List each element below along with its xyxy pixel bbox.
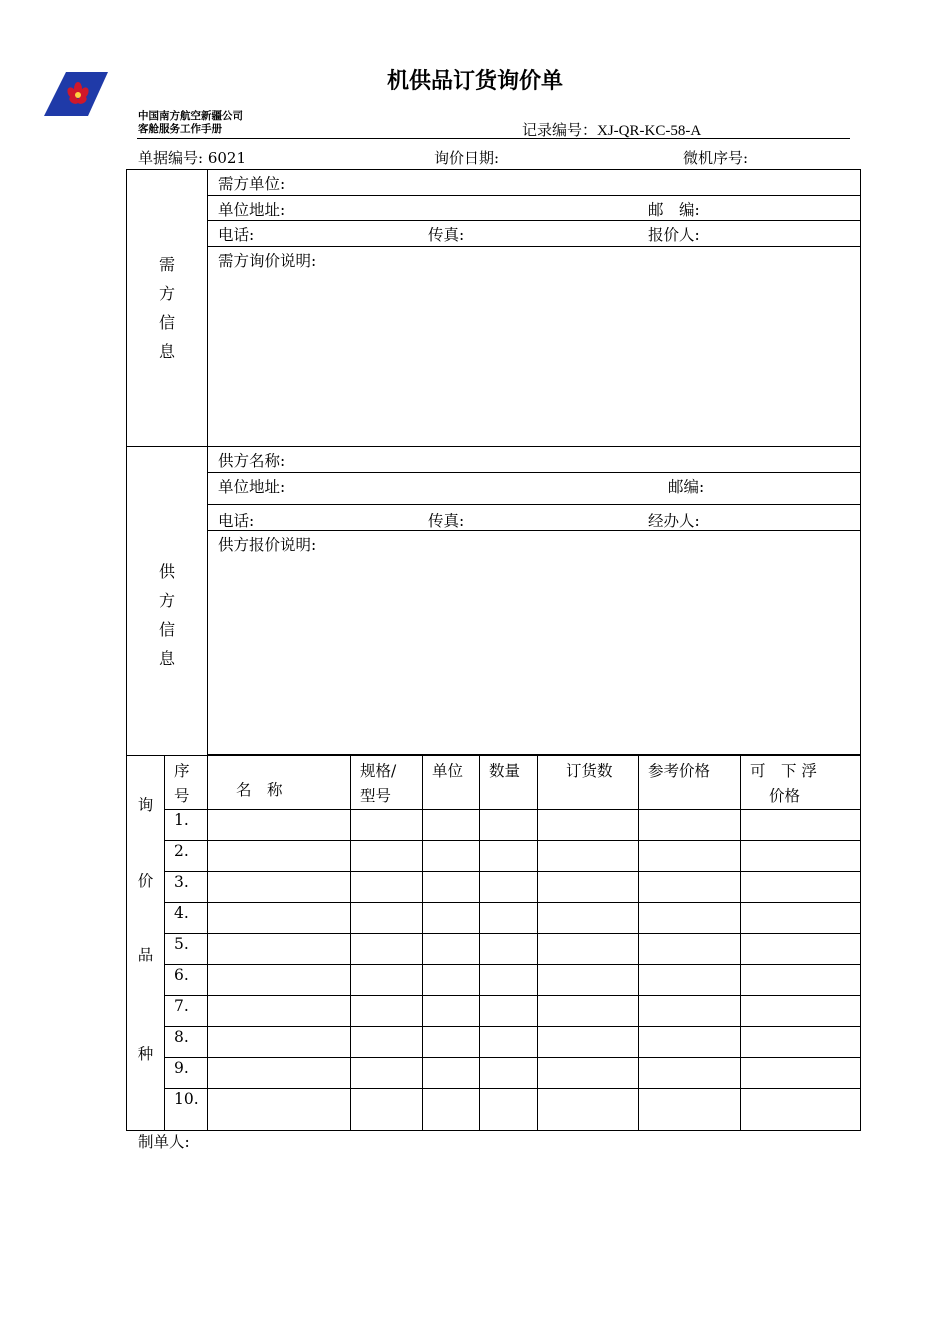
cell-float-price[interactable] [741, 996, 861, 1027]
cell-spec[interactable] [351, 903, 423, 934]
items-table [126, 755, 861, 1131]
row-number: 7. [165, 996, 208, 1027]
demand-contact-field[interactable] [208, 221, 861, 247]
supply-side-char: 供 [158, 562, 175, 581]
cell-unit[interactable] [423, 996, 480, 1027]
supply-side-label [127, 447, 208, 755]
cell-unit[interactable] [423, 872, 480, 903]
row-number: 9. [165, 1058, 208, 1089]
cell-qty[interactable] [480, 872, 538, 903]
supply-address-label: 单位地址: [218, 478, 286, 496]
cell-name[interactable] [208, 1058, 351, 1089]
supply-postcode-label: 邮编: [668, 478, 705, 496]
items-side-char: 种 [137, 1045, 154, 1063]
cell-order-qty[interactable] [538, 810, 639, 841]
col-header-order-qty: 订货数 [538, 756, 639, 810]
supply-handler-label: 经办人: [648, 512, 700, 530]
demand-unit-label: 需方单位: [218, 175, 286, 193]
cell-order-qty[interactable] [538, 1027, 639, 1058]
cell-name[interactable] [208, 1089, 351, 1131]
record-label: 记录编号： [522, 121, 598, 139]
info-table [126, 169, 861, 755]
cell-qty[interactable] [480, 810, 538, 841]
cell-qty[interactable] [480, 903, 538, 934]
supply-phone-label: 电话: [218, 512, 255, 530]
maker-label: 制单人: [138, 1133, 190, 1151]
cell-unit[interactable] [423, 841, 480, 872]
col-header-spec [351, 756, 423, 810]
company-line-2: 客舱服务工作手册 [138, 123, 222, 135]
cell-ref-price[interactable] [639, 965, 741, 996]
cell-name[interactable] [208, 934, 351, 965]
demand-fax-label: 传真: [428, 226, 465, 244]
row-number: 1. [165, 810, 208, 841]
cell-qty[interactable] [480, 1058, 538, 1089]
company-line-1: 中国南方航空新疆公司 [138, 110, 243, 122]
cell-spec[interactable] [351, 841, 423, 872]
items-side-label [127, 756, 165, 1131]
cell-qty[interactable] [480, 965, 538, 996]
cell-name[interactable] [208, 872, 351, 903]
cell-unit[interactable] [423, 810, 480, 841]
cell-ref-price[interactable] [639, 1058, 741, 1089]
cell-order-qty[interactable] [538, 872, 639, 903]
col-header-float-price [741, 756, 861, 810]
demand-unit-field[interactable] [208, 170, 861, 196]
cell-ref-price[interactable] [639, 841, 741, 872]
cell-float-price[interactable] [741, 1089, 861, 1131]
supply-name-label: 供方名称: [218, 452, 286, 470]
cell-spec[interactable] [351, 872, 423, 903]
cell-spec[interactable] [351, 1058, 423, 1089]
cell-order-qty[interactable] [538, 1089, 639, 1131]
company-name [138, 110, 243, 136]
cell-order-qty[interactable] [538, 903, 639, 934]
row-number: 2. [165, 841, 208, 872]
cell-unit[interactable] [423, 1058, 480, 1089]
cell-float-price[interactable] [741, 1058, 861, 1089]
supply-address-field[interactable] [208, 473, 861, 505]
cell-name[interactable] [208, 996, 351, 1027]
cell-name[interactable] [208, 810, 351, 841]
cell-order-qty[interactable] [538, 965, 639, 996]
supply-fax-label: 传真: [428, 512, 465, 530]
cell-qty[interactable] [480, 934, 538, 965]
cell-float-price[interactable] [741, 810, 861, 841]
cell-unit[interactable] [423, 903, 480, 934]
demand-address-field[interactable] [208, 196, 861, 221]
cell-ref-price[interactable] [639, 810, 741, 841]
items-side-char: 价 [137, 872, 154, 890]
cell-unit[interactable] [423, 1089, 480, 1131]
cell-name[interactable] [208, 965, 351, 996]
demand-postcode-label: 邮 编: [648, 201, 700, 219]
col-header-spec-line: 型号 [360, 787, 392, 805]
row-number: 3. [165, 872, 208, 903]
cell-qty[interactable] [480, 1027, 538, 1058]
cell-qty[interactable] [480, 996, 538, 1027]
demand-side-char: 信 [158, 313, 175, 332]
cell-spec[interactable] [351, 934, 423, 965]
cell-spec[interactable] [351, 1027, 423, 1058]
row-number: 5. [165, 934, 208, 965]
serial-number: 微机序号: [683, 149, 749, 167]
cell-name[interactable] [208, 903, 351, 934]
cell-float-price[interactable] [741, 965, 861, 996]
cell-ref-price[interactable] [639, 1089, 741, 1131]
cell-order-qty[interactable] [538, 934, 639, 965]
demand-phone-label: 电话: [218, 226, 255, 244]
row-number: 8. [165, 1027, 208, 1058]
cell-qty[interactable] [480, 1089, 538, 1131]
cell-unit[interactable] [423, 965, 480, 996]
demand-note-label: 需方询价说明: [218, 252, 317, 270]
supply-note-field[interactable] [208, 531, 861, 755]
supply-side-char: 息 [158, 649, 175, 668]
cell-ref-price[interactable] [639, 903, 741, 934]
inquiry-date: 询价日期: [434, 149, 500, 167]
cell-order-qty[interactable] [538, 996, 639, 1027]
col-header-spec-line: 规格/ [360, 762, 397, 780]
demand-side-char: 方 [158, 284, 175, 303]
cell-order-qty[interactable] [538, 1058, 639, 1089]
col-header-ref-price: 参考价格 [639, 756, 741, 810]
cell-float-price[interactable] [741, 1027, 861, 1058]
cell-float-price[interactable] [741, 872, 861, 903]
cell-ref-price[interactable] [639, 872, 741, 903]
col-header-unit: 单位 [423, 756, 480, 810]
col-header-seq-line: 序 [174, 762, 190, 780]
demand-address-label: 单位地址: [218, 201, 286, 219]
cell-spec[interactable] [351, 1089, 423, 1131]
record-code: XJ-QR-KC-58-A [597, 123, 702, 139]
doc-number: 单据编号: 6021 [138, 149, 246, 167]
cell-name[interactable] [208, 1027, 351, 1058]
demand-quoter-label: 报价人: [648, 226, 700, 244]
cell-unit[interactable] [423, 1027, 480, 1058]
cell-spec[interactable] [351, 965, 423, 996]
cell-ref-price[interactable] [639, 996, 741, 1027]
row-number: 6. [165, 965, 208, 996]
cell-unit[interactable] [423, 934, 480, 965]
col-header-float-line: 价格 [769, 787, 801, 805]
supply-name-field[interactable] [208, 447, 861, 473]
demand-note-field[interactable] [208, 247, 861, 447]
row-number: 10. [165, 1089, 208, 1131]
supply-contact-field[interactable] [208, 505, 861, 531]
items-side-char: 品 [137, 946, 154, 964]
cell-spec[interactable] [351, 810, 423, 841]
col-header-float-line: 可 下 浮 [750, 762, 817, 780]
cell-ref-price[interactable] [639, 1027, 741, 1058]
header-divider [137, 138, 850, 139]
col-header-seq-line: 号 [174, 787, 190, 805]
cell-name[interactable] [208, 841, 351, 872]
supply-note-label: 供方报价说明: [218, 536, 317, 554]
cell-qty[interactable] [480, 841, 538, 872]
items-side-char: 询 [137, 796, 154, 814]
col-header-seq [165, 756, 208, 810]
record-number [522, 119, 701, 140]
demand-side-char: 息 [158, 342, 175, 361]
cell-order-qty[interactable] [538, 841, 639, 872]
cell-float-price[interactable] [741, 841, 861, 872]
cell-ref-price[interactable] [639, 934, 741, 965]
cell-spec[interactable] [351, 996, 423, 1027]
row-number: 4. [165, 903, 208, 934]
col-header-name: 名 称 [208, 756, 351, 810]
page-title: 机供品订货询价单 [386, 69, 563, 94]
col-header-qty: 数量 [480, 756, 538, 810]
supply-side-char: 方 [158, 591, 175, 610]
cell-float-price[interactable] [741, 934, 861, 965]
demand-side-label [127, 170, 208, 447]
supply-side-char: 信 [158, 620, 175, 639]
demand-side-char: 需 [158, 255, 175, 274]
cell-float-price[interactable] [741, 903, 861, 934]
